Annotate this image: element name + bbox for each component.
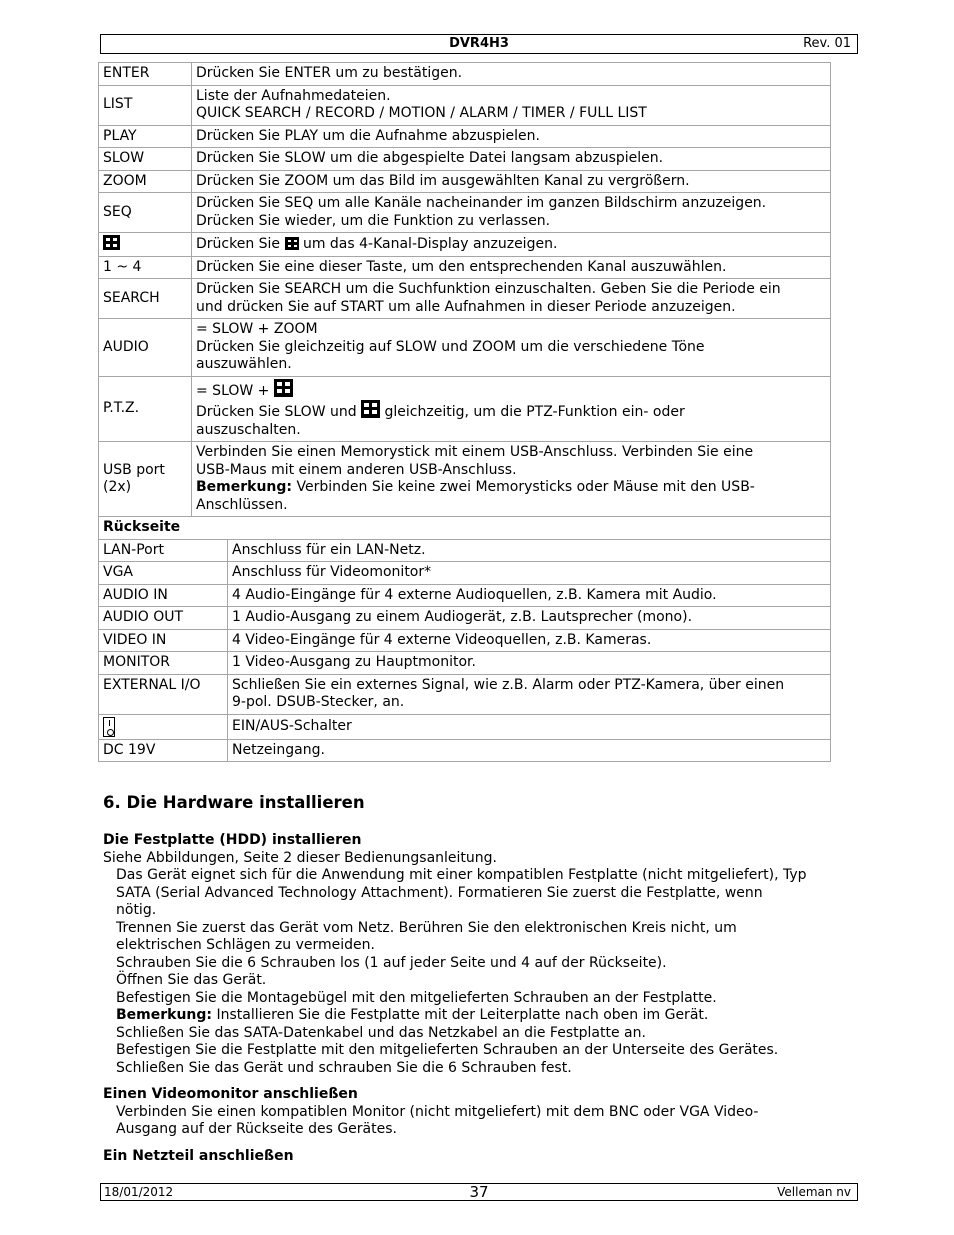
subheading-hdd: Die Festplatte (HDD) installieren	[103, 832, 362, 848]
row-desc: Drücken Sie PLAY um die Aufnahme abzuspielen.	[192, 125, 831, 148]
row-desc: Drücken Sie SLOW um die abgespielte Datei langsam abzuspielen.	[192, 148, 831, 171]
step-line: Ausgang auf der Rückseite des Gerätes.	[116, 1121, 397, 1137]
row-key: AUDIO	[99, 319, 192, 377]
row-desc: Liste der Aufnahmedateien. QUICK SEARCH / RECORD / MOTION / ALARM / TIMER / FULL LIST	[192, 85, 831, 125]
row-key: 1 ~ 4	[99, 256, 192, 279]
page-footer	[100, 1183, 858, 1201]
section-heading: 6. Die Hardware installieren	[103, 793, 365, 812]
step-line: Schließen Sie das SATA-Datenkabel und das Netzkabel an die Festplatte an.	[116, 1024, 646, 1041]
table-row	[99, 607, 831, 630]
step-line: Schrauben Sie die 6 Schrauben los (1 auf jeder Seite und 4 auf der Rückseite).	[116, 954, 667, 971]
table-row	[99, 562, 831, 585]
row-key: EXTERNAL I/O	[99, 674, 228, 714]
step-line: Befestigen Sie die Montagebügel mit den mitgelieferten Schrauben an der Festplatte.	[116, 989, 717, 1006]
row-key	[99, 714, 228, 739]
step-line: Trennen Sie zuerst das Gerät vom Netz. Berühren Sie den elektronischen Kreis nicht, um	[116, 919, 737, 936]
row-key: ENTER	[99, 63, 192, 86]
section-title: Rückseite	[99, 517, 831, 540]
controls-table	[98, 62, 831, 762]
table-row	[99, 674, 831, 714]
row-key: P.T.Z.	[99, 376, 192, 442]
section-row	[99, 517, 831, 540]
row-key: LAN-Port	[99, 539, 228, 562]
row-desc: Drücken Sie um das 4-Kanal-Display anzuzeigen.	[192, 233, 831, 257]
quad-display-icon	[361, 400, 380, 418]
table-row	[99, 376, 831, 442]
row-desc: 4 Video-Eingänge für 4 externe Videoquellen, z.B. Kameras.	[228, 629, 831, 652]
table-row	[99, 584, 831, 607]
row-desc: 1 Audio-Ausgang zu einem Audiogerät, z.B. Lautsprecher (mono).	[228, 607, 831, 630]
step-line: SATA (Serial Advanced Technology Attachment). Formatieren Sie zuerst die Festplatte, wenn	[116, 884, 763, 901]
row-key: DC 19V	[99, 739, 228, 762]
row-key: USB port (2x)	[99, 442, 192, 517]
paragraph: Siehe Abbildungen, Seite 2 dieser Bedienungsanleitung.	[103, 849, 497, 866]
row-desc: Drücken Sie SEARCH um die Suchfunktion einzuschalten. Geben Sie die Periode ein und drücken Sie auf START um alle Aufnahmen in dieser Periode anzuzeigen.	[192, 279, 831, 319]
table-row	[99, 193, 831, 233]
row-desc: = SLOW + ZOOM Drücken Sie gleichzeitig auf SLOW und ZOOM um die verschiedene Töne auszuwählen.	[192, 319, 831, 377]
row-desc: Drücken Sie eine dieser Taste, um den entsprechenden Kanal auszuwählen.	[192, 256, 831, 279]
row-key: SEQ	[99, 193, 192, 233]
page-header	[100, 34, 858, 54]
subheading-psu: Ein Netzteil anschließen	[103, 1147, 294, 1164]
table-row	[99, 256, 831, 279]
row-key: PLAY	[99, 125, 192, 148]
row-key: AUDIO OUT	[99, 607, 228, 630]
document-title: DVR4H3	[449, 36, 509, 51]
row-desc: Netzeingang.	[228, 739, 831, 762]
table-row	[99, 652, 831, 675]
row-key: ZOOM	[99, 170, 192, 193]
table-row	[99, 539, 831, 562]
row-key: VGA	[99, 562, 228, 585]
table-row	[99, 319, 831, 377]
row-key: MONITOR	[99, 652, 228, 675]
table-row	[99, 170, 831, 193]
row-desc: 1 Video-Ausgang zu Hauptmonitor.	[228, 652, 831, 675]
table-row	[99, 714, 831, 739]
footer-date: 18/01/2012	[104, 1185, 174, 1199]
row-desc: Drücken Sie ENTER um zu bestätigen.	[192, 63, 831, 86]
step-line: Verbinden Sie einen kompatiblen Monitor (nicht mitgeliefert) mit dem BNC oder VGA Video-	[116, 1103, 759, 1120]
table-row	[99, 148, 831, 171]
row-desc: Drücken Sie ZOOM um das Bild im ausgewählten Kanal zu vergrößern.	[192, 170, 831, 193]
step-line: Schließen Sie das Gerät und schrauben Sie die 6 Schrauben fest.	[116, 1059, 572, 1076]
table-row	[99, 279, 831, 319]
row-key: SLOW	[99, 148, 192, 171]
table-row	[99, 442, 831, 517]
row-desc: = SLOW + Drücken Sie SLOW und gleichzeitig, um die PTZ-Funktion ein- oder auszuschalten.	[192, 376, 831, 442]
page-number: 37	[469, 1183, 489, 1201]
row-desc: Anschluss für Videomonitor*	[228, 562, 831, 585]
row-desc: Schließen Sie ein externes Signal, wie z.B. Alarm oder PTZ-Kamera, über einen 9-pol. DSUB-Stecker, an.	[228, 674, 831, 714]
quad-display-icon	[274, 379, 293, 397]
table-row	[99, 125, 831, 148]
quad-display-icon	[285, 237, 299, 250]
table-row	[99, 629, 831, 652]
table-row	[99, 739, 831, 762]
note-line: Bemerkung: Installieren Sie die Festplatte mit der Leiterplatte nach oben im Gerät.	[116, 1007, 709, 1023]
row-desc: Verbinden Sie einen Memorystick mit einem USB-Anschluss. Verbinden Sie eine USB-Maus mit einem anderen USB-Anschluss. Bemerkung: Verbinden Sie keine zwei Memorysticks oder Mäuse mit den USB- Anschlüssen.	[192, 442, 831, 517]
row-desc: Anschluss für ein LAN-Netz.	[228, 539, 831, 562]
table-row	[99, 63, 831, 86]
row-key: LIST	[99, 85, 192, 125]
row-key: AUDIO IN	[99, 584, 228, 607]
revision: Rev. 01	[803, 36, 851, 51]
row-desc: EIN/AUS-Schalter	[228, 714, 831, 739]
step-line: Öffnen Sie das Gerät.	[116, 972, 267, 988]
table-row	[99, 85, 831, 125]
step-line: elektrischen Schlägen zu vermeiden.	[116, 937, 375, 953]
power-switch-icon	[103, 717, 115, 737]
step-line: nötig.	[116, 902, 157, 918]
row-key	[99, 233, 192, 257]
row-desc: 4 Audio-Eingänge für 4 externe Audioquellen, z.B. Kamera mit Audio.	[228, 584, 831, 607]
row-desc: Drücken Sie SEQ um alle Kanäle nacheinander im ganzen Bildschirm anzuzeigen. Drücken Sie wieder, um die Funktion zu verlassen.	[192, 193, 831, 233]
section-6	[103, 790, 863, 1165]
table-row	[99, 233, 831, 257]
step-line: Das Gerät eignet sich für die Anwendung mit einer kompatiblen Festplatte (nicht mitgeliefert), Typ	[116, 867, 807, 883]
quad-display-icon	[103, 235, 120, 250]
row-key: VIDEO IN	[99, 629, 228, 652]
row-key: SEARCH	[99, 279, 192, 319]
footer-company: Velleman nv	[777, 1185, 851, 1199]
subheading-monitor: Einen Videomonitor anschließen	[103, 1086, 358, 1102]
step-line: Befestigen Sie die Festplatte mit den mitgelieferten Schrauben an der Unterseite des Gerätes.	[116, 1042, 779, 1058]
